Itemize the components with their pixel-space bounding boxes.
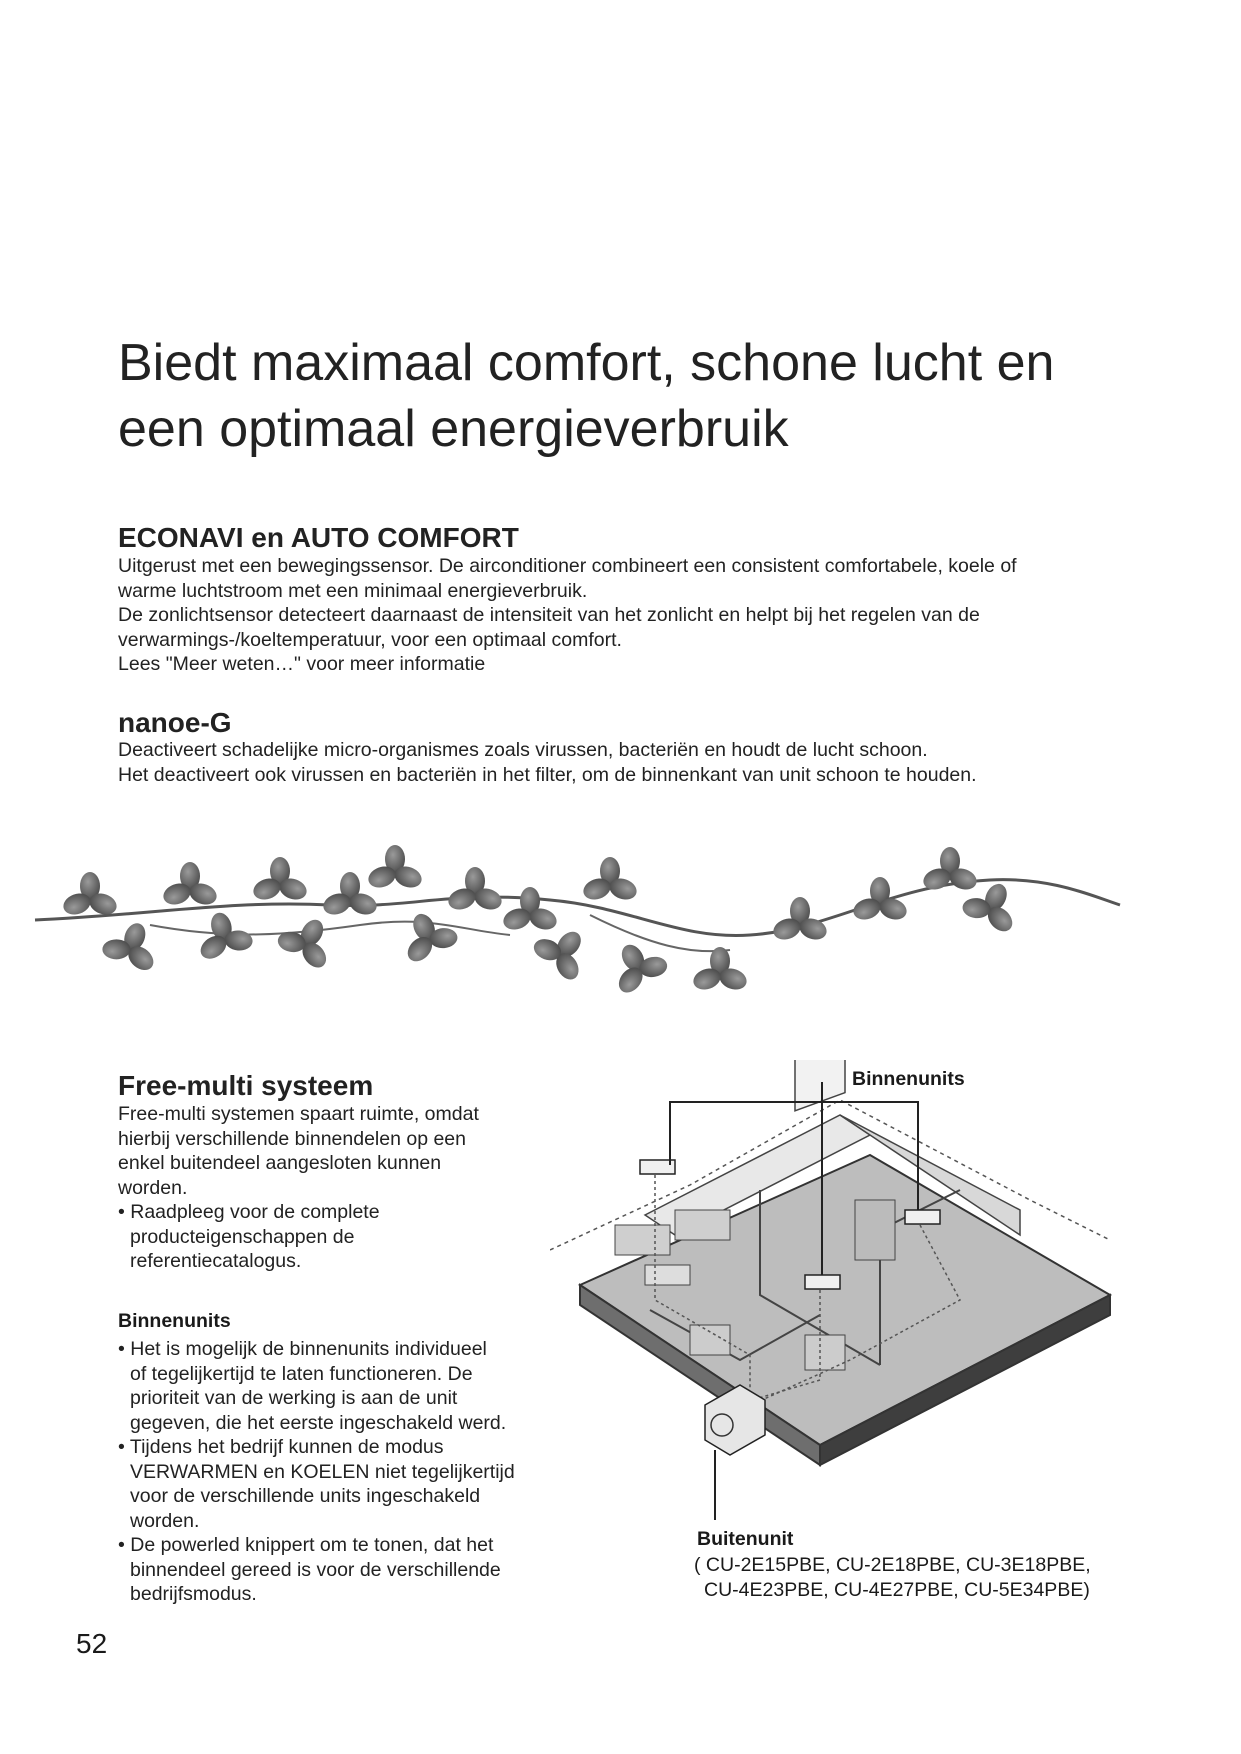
leaf-cluster bbox=[60, 845, 1028, 1001]
freemulti-bullet-line: producteigenschappen de bbox=[130, 1225, 355, 1248]
house-diagram bbox=[550, 1060, 1130, 1530]
bullet-line: voor de verschillende units ingeschakeld bbox=[130, 1485, 481, 1507]
freemulti-bullet-line: • Raadpleeg voor de complete bbox=[118, 1201, 380, 1223]
models-line: CU-4E23PBE, CU-4E27PBE, CU-5E34PBE) bbox=[704, 1579, 1090, 1601]
indoor-units-label: Binnenunits bbox=[852, 1068, 965, 1090]
sofa bbox=[615, 1225, 670, 1255]
freemulti-line: Free-multi systemen spaart ruimte, omdat bbox=[118, 1103, 479, 1125]
outdoor-unit-label: Buitenunit bbox=[697, 1528, 794, 1550]
page-number: 52 bbox=[76, 1628, 108, 1659]
freemulti-heading: Free-multi systeem bbox=[118, 1070, 374, 1101]
binnenunits-list bbox=[118, 1337, 608, 1607]
models-line: ( CU-2E15PBE, CU-2E18PBE, CU-3E18PBE, bbox=[694, 1554, 1091, 1576]
table bbox=[645, 1265, 690, 1285]
econavi-text bbox=[118, 554, 1178, 677]
wardrobe bbox=[855, 1200, 895, 1260]
page-title bbox=[118, 330, 1178, 462]
title-line-2: een optimaal energieverbruik bbox=[118, 400, 789, 458]
econavi-line: Uitgerust met een bewegingssensor. De airconditioner combineert een consistent comfortabele, koele of bbox=[118, 555, 1017, 577]
binnenunits-heading: Binnenunits bbox=[118, 1310, 231, 1332]
window bbox=[795, 1060, 845, 1111]
freemulti-line: hierbij verschillende binnendelen op een bbox=[118, 1127, 467, 1150]
sofa bbox=[675, 1210, 730, 1240]
indoor-unit bbox=[905, 1210, 940, 1224]
econavi-line: De zonlichtsensor detecteert daarnaast de intensiteit van het zonlicht en helpt bij het regelen van de bbox=[118, 604, 980, 626]
bullet-line: VERWARMEN en KOELEN niet tegelijkertijd bbox=[130, 1460, 515, 1483]
econavi-line: verwarmings-/koeltemperatuur, voor een optimaal comfort. bbox=[118, 628, 622, 651]
econavi-line: Lees "Meer weten…" voor meer informatie bbox=[118, 653, 486, 675]
bullet-line: • De powerled knippert om te tonen, dat het bbox=[118, 1534, 494, 1556]
bullet-line: of tegelijkertijd te laten functioneren. De bbox=[130, 1362, 473, 1385]
bullet-line: binnendeel gereed is voor de verschillende bbox=[130, 1558, 501, 1581]
bullet-line: • Tijdens het bedrijf kunnen de modus bbox=[118, 1436, 444, 1458]
econavi-line: warme luchtstroom met een minimaal energieverbruik. bbox=[118, 579, 588, 602]
bullet-line: gegeven, die het eerste ingeschakeld werd. bbox=[130, 1411, 507, 1434]
nanoe-line: Deactiveert schadelijke micro-organismes zoals virussen, bacteriën en houdt de lucht schoon. bbox=[118, 739, 928, 761]
freemulti-bullet-line: referentiecatalogus. bbox=[130, 1250, 302, 1272]
indoor-unit bbox=[805, 1275, 840, 1289]
bullet-line: prioriteit van de werking is aan de unit bbox=[130, 1387, 458, 1409]
econavi-heading: ECONAVI en AUTO COMFORT bbox=[118, 522, 519, 553]
nanoe-line: Het deactiveert ook virussen en bacteriën in het filter, om de binnenkant van unit schoon te houden. bbox=[118, 763, 977, 786]
freemulti-line: enkel buitendeel aangesloten kunnen bbox=[118, 1152, 442, 1174]
freemulti-line: worden. bbox=[118, 1176, 188, 1199]
nanoe-heading: nanoe-G bbox=[118, 707, 232, 738]
title-line-1: Biedt maximaal comfort, schone lucht en bbox=[118, 334, 1055, 392]
bullet-line: worden. bbox=[130, 1509, 200, 1532]
freemulti-text bbox=[118, 1102, 588, 1274]
bullet-line: bedrijfsmodus. bbox=[130, 1583, 257, 1605]
nanoe-text bbox=[118, 738, 1178, 787]
decorative-vine-illustration bbox=[30, 845, 1210, 1015]
bullet-line: • Het is mogelijk de binnenunits individueel bbox=[118, 1338, 487, 1360]
outdoor-models bbox=[694, 1553, 1174, 1603]
